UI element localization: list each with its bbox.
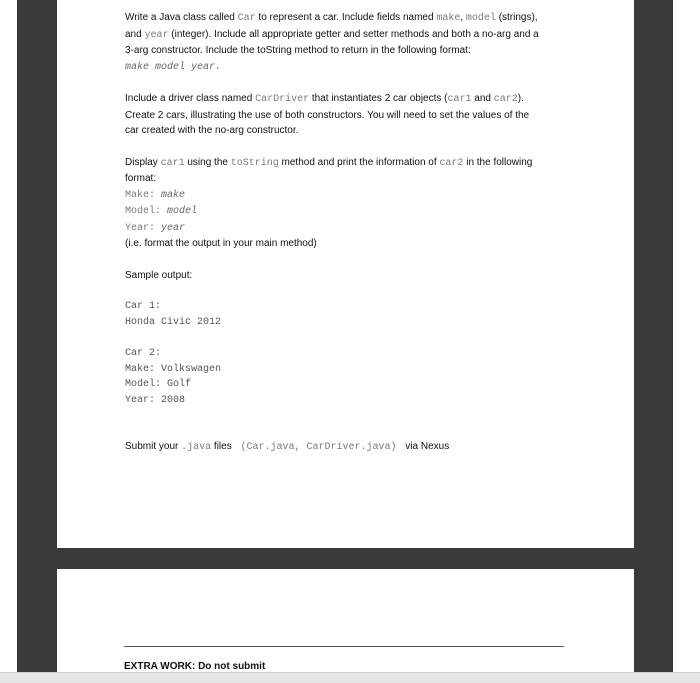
document-page-1 [57, 0, 634, 548]
text: Submit your [125, 441, 182, 452]
format-note: (i.e. format the output in your main method) [125, 238, 317, 249]
text: via Nexus [402, 441, 450, 452]
horizontal-rule [124, 646, 564, 647]
extra-work-heading: EXTRA WORK: Do not submit [124, 661, 266, 672]
format-model-value: model [167, 206, 198, 217]
code-car: Car [237, 13, 256, 24]
code-model: model [465, 13, 496, 24]
code-car2: car2 [493, 94, 518, 105]
text: Write a Java class called [125, 12, 238, 23]
sample-car2-model: Model: Golf [125, 379, 192, 390]
horizontal-scrollbar[interactable] [0, 672, 700, 683]
text: files [211, 441, 235, 452]
sample-car2-make: Make: Volkswagen [125, 363, 222, 375]
format-make-value: make [161, 189, 186, 201]
document-page-2 [57, 569, 634, 672]
paragraph-driver-class [125, 91, 585, 139]
text: (strings), [495, 12, 538, 23]
sample-output-car1 [125, 299, 585, 330]
text: Create 2 cars, illustrating the use of both constructors. You will need to set the values of the [125, 109, 530, 121]
submit-instructions [125, 439, 585, 456]
paragraph-display [125, 155, 585, 252]
text: ). [517, 93, 524, 104]
text: to represent a car. Include fields named [255, 12, 437, 23]
text: (integer). Include all appropriate getter and setter methods and both a no-arg and a [168, 28, 539, 40]
text: car created with the no-arg constructor. [125, 125, 299, 136]
format-make-label: Make: [125, 189, 162, 201]
text: 3-arg constructor. Include the toString method to return in the following format: [125, 45, 471, 56]
code-car1: car1 [447, 94, 472, 105]
text: Display [125, 156, 161, 168]
code-file-list: (Car.java, CarDriver.java) [234, 442, 403, 453]
format-year-label: Year: [125, 222, 162, 234]
format-year-value: year [161, 222, 186, 234]
sample-car2-label: Car 2: [125, 348, 162, 359]
paragraph-car-class [125, 10, 585, 75]
text: and [471, 93, 494, 104]
code-year: year [144, 29, 169, 41]
code-car2: car2 [439, 157, 464, 169]
sample-car1-line: Honda Civic 2012 [125, 316, 222, 328]
sample-car2-year: Year: 2008 [125, 394, 186, 406]
text: method and print the information of [278, 156, 440, 168]
text: and [125, 28, 145, 40]
code-cardriver: CarDriver [255, 94, 310, 105]
code-make: make [436, 13, 461, 24]
sample-car1-label: Car 1: [125, 301, 162, 312]
code-tostring: toString [230, 157, 279, 169]
text: format: [125, 173, 157, 184]
page-1-content [125, 10, 585, 456]
text: using the [184, 156, 231, 168]
format-model-label: Model: [125, 206, 168, 217]
tostring-format: make model year. [125, 61, 222, 73]
code-java-ext: .java [181, 442, 212, 453]
sample-output-heading: Sample output: [125, 269, 193, 281]
text: Include a driver class named [125, 93, 256, 104]
code-car1: car1 [160, 157, 185, 169]
sample-output-car2 [125, 346, 585, 408]
text: , [460, 12, 466, 23]
text: that instantiates 2 car objects ( [309, 93, 448, 104]
text: in the following [463, 156, 533, 168]
